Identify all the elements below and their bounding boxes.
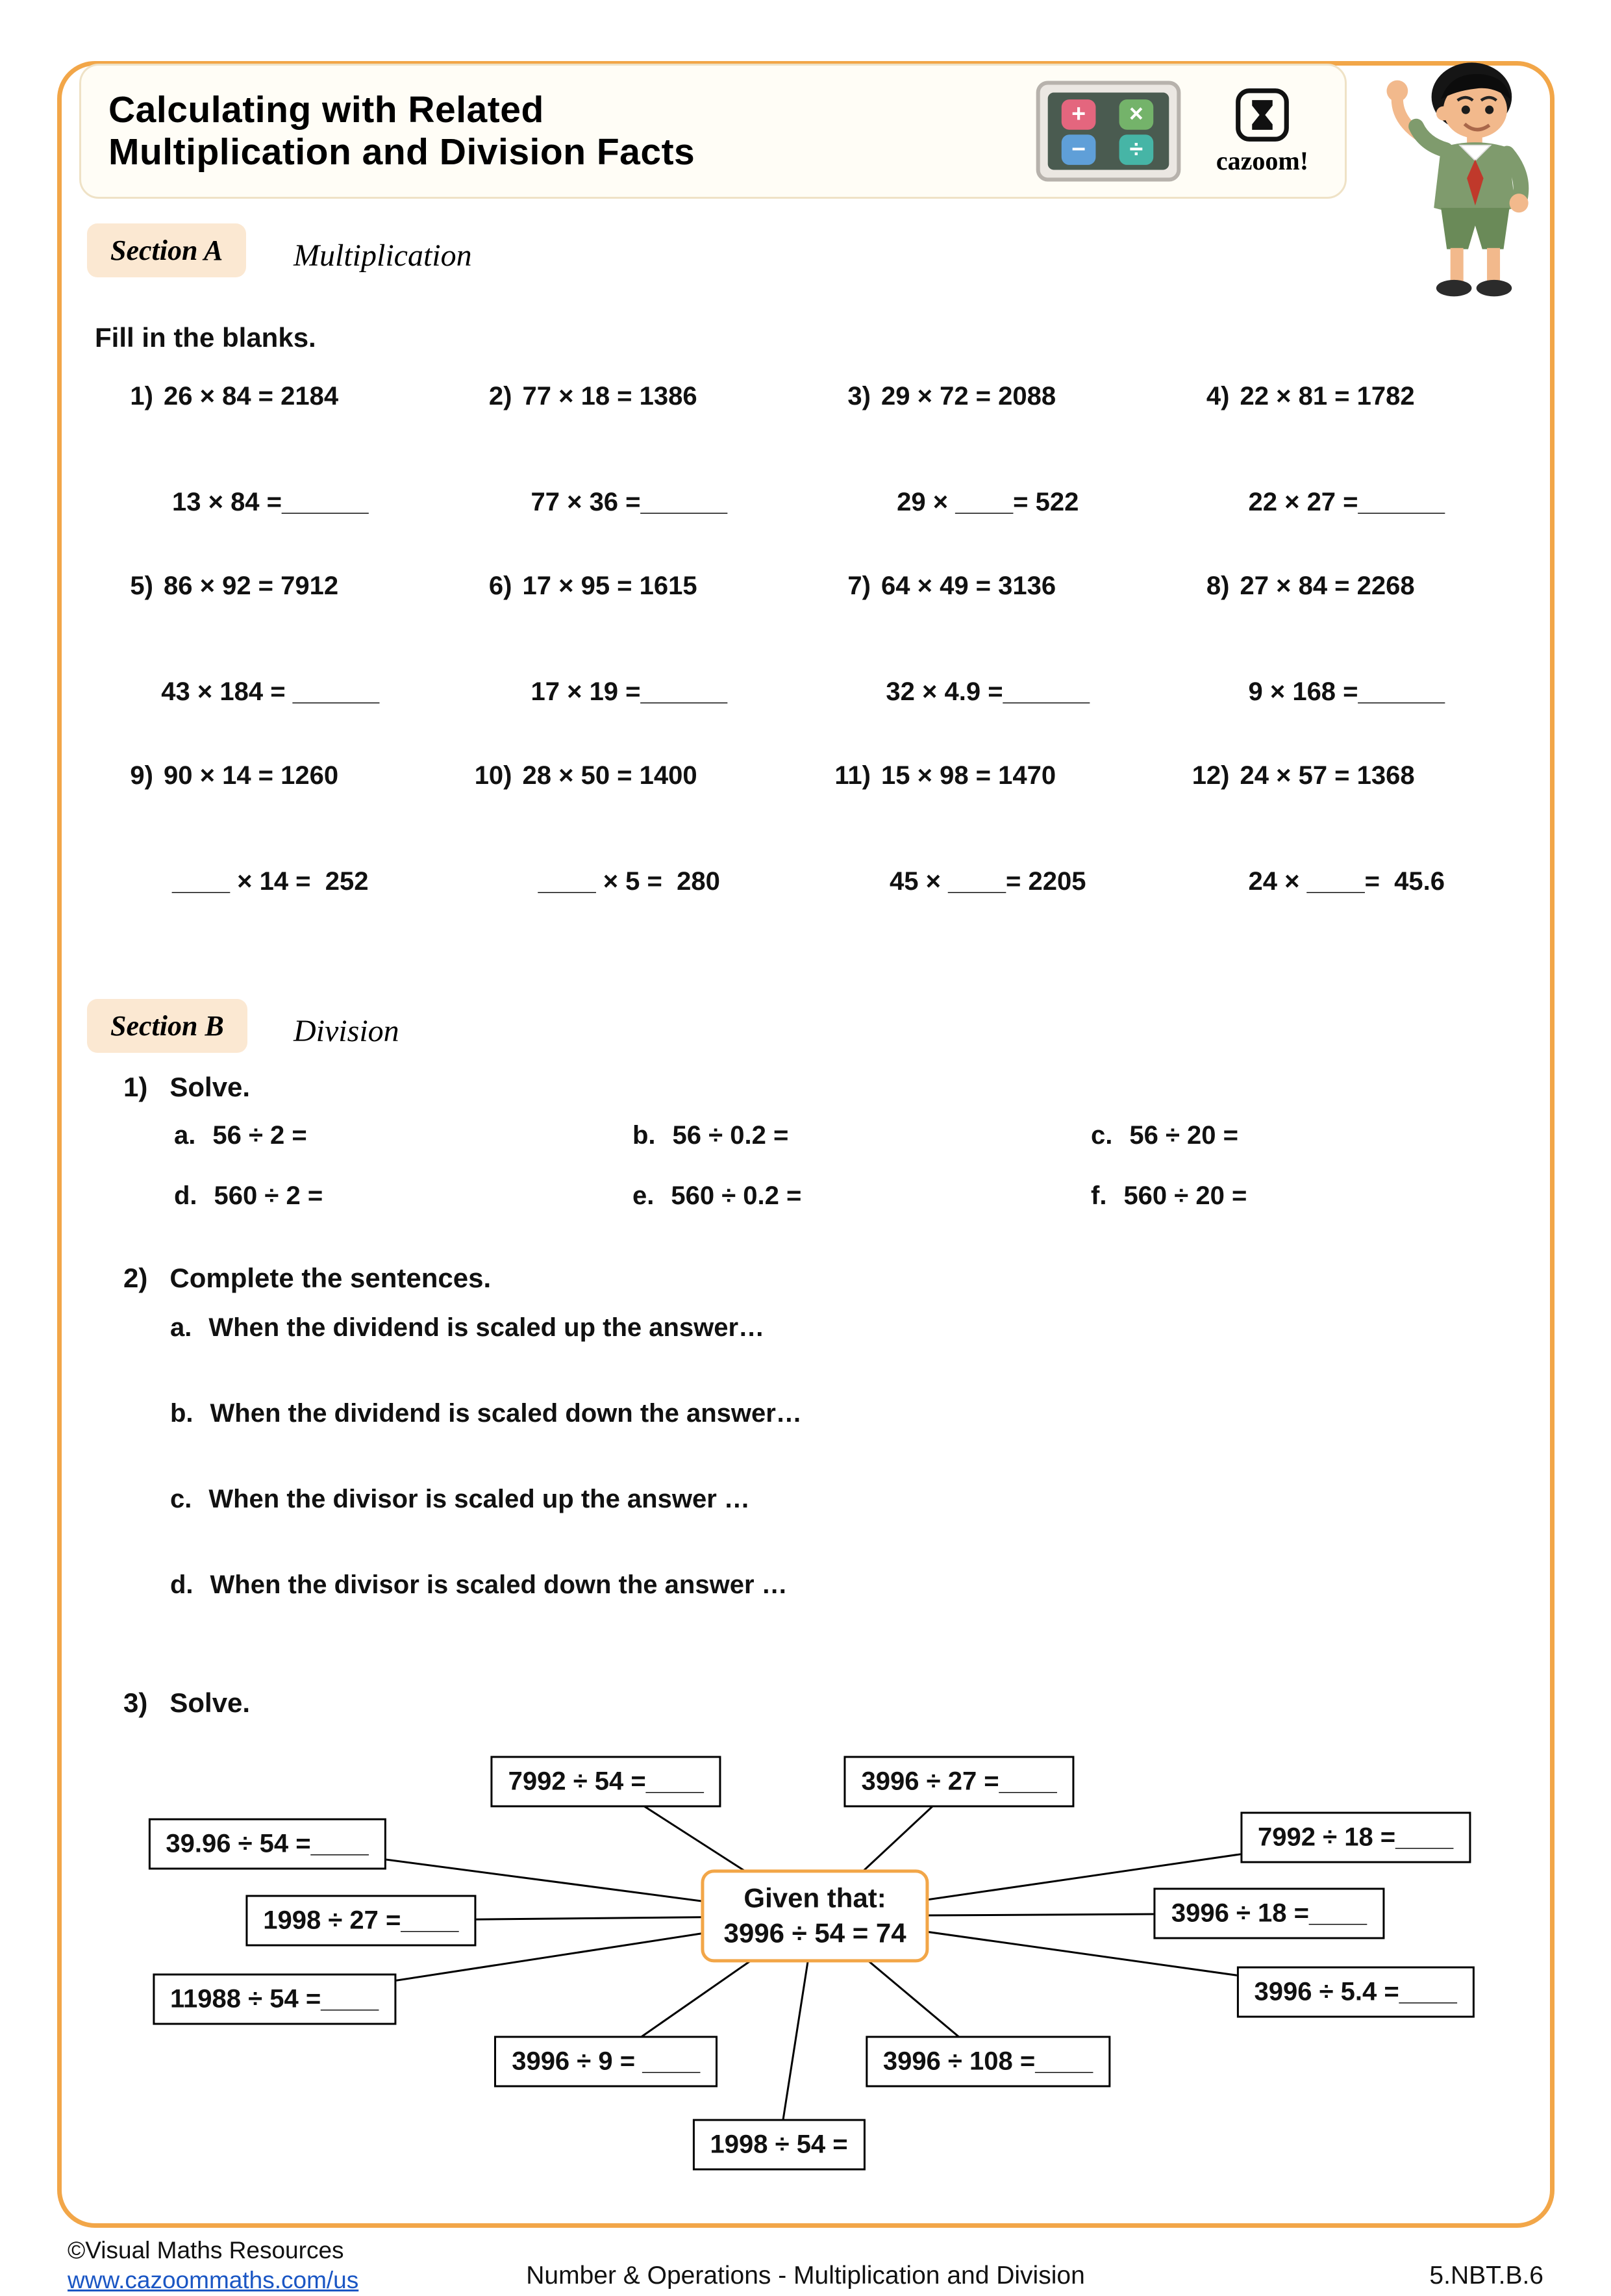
cazoom-logo xyxy=(1207,87,1318,176)
diagram-node: 7992 ÷ 18 =____ xyxy=(1240,1811,1471,1863)
solve-item-c: c. 56 ÷ 20 = xyxy=(1091,1121,1238,1150)
standard-code: 5.NBT.B.6 xyxy=(1429,2262,1543,2290)
problem-fact xyxy=(1168,382,1527,411)
problem-text: 24 × 57 = 1368 xyxy=(1240,761,1415,790)
question-3-heading xyxy=(123,1687,250,1719)
problem-number: 9) xyxy=(130,761,153,790)
problem-text: 15 × 98 = 1470 xyxy=(881,761,1056,790)
problem-number: 11) xyxy=(834,761,871,790)
plus-icon: + xyxy=(1071,99,1086,127)
problem-text: 64 × 49 = 3136 xyxy=(881,572,1056,600)
chalkboard-math-icon xyxy=(1034,80,1182,183)
diagram-node: 1998 ÷ 27 =____ xyxy=(245,1895,476,1946)
problem-fact xyxy=(91,761,450,790)
problem-blank: 29 × ____= 522 xyxy=(897,488,1079,516)
page-title-line2: Multiplication and Division Facts xyxy=(108,131,695,173)
problem-number: 10) xyxy=(474,761,512,790)
problem-fact xyxy=(808,382,1168,411)
problem-fact xyxy=(450,572,809,601)
solve-item-a: a. 56 ÷ 2 = xyxy=(174,1121,307,1150)
sentence-d: d. When the divisor is scaled down the answer … xyxy=(170,1571,788,1599)
mascot-illustration xyxy=(1382,52,1547,312)
problem-text: 86 × 92 = 7912 xyxy=(164,572,339,600)
footer-left xyxy=(68,2236,358,2296)
problem-number: 12) xyxy=(1192,761,1230,790)
diagram-node: 7992 ÷ 54 =____ xyxy=(491,1756,721,1808)
problem-number: 1) xyxy=(130,382,153,410)
multiplication-grid xyxy=(91,382,1526,951)
blank-row-1 xyxy=(91,488,1526,517)
fact-row-1 xyxy=(91,382,1526,411)
problem-text: 29 × 72 = 2088 xyxy=(881,382,1056,410)
times-icon: × xyxy=(1129,99,1143,127)
problem-blank: 43 × 184 = ______ xyxy=(161,677,380,706)
problem-text: 77 × 18 = 1386 xyxy=(522,382,697,410)
question-2-heading xyxy=(123,1263,491,1294)
header xyxy=(79,64,1347,199)
section-a-label: Section A xyxy=(87,223,246,277)
problem-number: 5) xyxy=(130,572,153,600)
problem-blank: 9 × 168 =______ xyxy=(1248,677,1445,706)
diagram-node: 3996 ÷ 108 =____ xyxy=(866,2036,1110,2087)
problem-text: 27 × 84 = 2268 xyxy=(1240,572,1415,600)
problem-fact xyxy=(808,761,1168,790)
diagram-node: 39.96 ÷ 54 =____ xyxy=(148,1819,386,1870)
problem-number: 7) xyxy=(847,572,871,600)
problem-text: 17 × 95 = 1615 xyxy=(522,572,697,600)
cazoom-logo-text: cazoom! xyxy=(1216,145,1309,175)
q2-sentences xyxy=(170,1313,802,1656)
section-b-heading: Division xyxy=(293,1014,399,1048)
website-link[interactable]: www.cazoommaths.com/us xyxy=(68,2267,359,2294)
problem-fact xyxy=(808,572,1168,601)
problem-fact xyxy=(1168,761,1527,790)
q1-grid xyxy=(174,1121,1505,1211)
diagram-node: 1998 ÷ 54 = xyxy=(693,2119,866,2171)
question-title: Complete the sentences. xyxy=(169,1263,492,1293)
page-title xyxy=(108,89,1010,173)
question-number: 1) xyxy=(123,1072,148,1102)
diagram-node: 3996 ÷ 5.4 =____ xyxy=(1236,1967,1474,2018)
problem-text: 28 × 50 = 1400 xyxy=(522,761,697,790)
problem-blank: 22 × 27 =______ xyxy=(1248,488,1445,516)
solve-item-d: d. 560 ÷ 2 = xyxy=(174,1181,323,1210)
hourglass-icon xyxy=(1234,87,1290,143)
footer-topic: Number & Operations - Multiplication and Division xyxy=(526,2262,1085,2290)
problem-blank: ____ × 14 = 252 xyxy=(172,867,369,896)
center-node-line2: 3996 ÷ 54 = 74 xyxy=(723,1917,906,1949)
divide-icon: ÷ xyxy=(1129,134,1143,162)
sentence-a: a. When the dividend is scaled up the answer… xyxy=(170,1313,765,1342)
problem-text: 90 × 14 = 1260 xyxy=(164,761,339,790)
problem-number: 8) xyxy=(1206,572,1230,600)
solve-item-b: b. 56 ÷ 0.2 = xyxy=(632,1121,789,1150)
problem-blank: 77 × 36 =______ xyxy=(531,488,728,516)
question-number: 2) xyxy=(123,1263,148,1293)
fact-row-3 xyxy=(91,761,1526,790)
problem-text: 22 × 81 = 1782 xyxy=(1240,382,1415,410)
section-a-instruction: Fill in the blanks. xyxy=(95,322,316,353)
problem-blank: 17 × 19 =______ xyxy=(531,677,728,706)
diagram-center-node xyxy=(701,1869,929,1962)
diagram-node: 3996 ÷ 27 =____ xyxy=(844,1756,1075,1808)
problem-blank: ____ × 5 = 280 xyxy=(538,867,720,896)
copyright-text: ©Visual Maths Resources xyxy=(68,2237,344,2264)
solve-item-e: e. 560 ÷ 0.2 = xyxy=(632,1181,802,1210)
diagram-node: 3996 ÷ 18 =____ xyxy=(1154,1888,1384,1939)
section-b-label: Section B xyxy=(87,999,247,1053)
problem-blank: 32 × 4.9 =______ xyxy=(886,677,1090,706)
sentence-c: c. When the divisor is scaled up the answer … xyxy=(170,1485,750,1513)
minus-icon: − xyxy=(1071,134,1086,162)
page-title-line1: Calculating with Related xyxy=(108,89,544,131)
blank-row-3 xyxy=(91,867,1526,896)
problem-blank: 24 × ____= 45.6 xyxy=(1248,867,1445,896)
problem-number: 2) xyxy=(488,382,512,410)
sentence-b: b. When the dividend is scaled down the answer… xyxy=(170,1399,802,1428)
question-1-heading xyxy=(123,1072,250,1103)
spider-diagram xyxy=(87,1735,1529,2198)
question-number: 3) xyxy=(123,1687,148,1718)
diagram-node: 3996 ÷ 9 = ____ xyxy=(494,2036,718,2087)
problem-fact xyxy=(450,761,809,790)
problem-text: 26 × 84 = 2184 xyxy=(164,382,339,410)
solve-item-f: f. 560 ÷ 20 = xyxy=(1091,1181,1247,1210)
problem-number: 6) xyxy=(488,572,512,600)
center-node-line1: Given that: xyxy=(743,1882,886,1913)
blank-row-2 xyxy=(91,677,1526,707)
problem-blank: 13 × 84 =______ xyxy=(171,488,369,516)
problem-number: 4) xyxy=(1206,382,1230,410)
problem-fact xyxy=(450,382,809,411)
section-a-heading: Multiplication xyxy=(293,238,472,273)
problem-fact xyxy=(91,572,450,601)
problem-fact xyxy=(1168,572,1527,601)
problem-fact xyxy=(91,382,450,411)
question-title: Solve. xyxy=(169,1687,251,1718)
diagram-node: 11988 ÷ 54 =____ xyxy=(153,1973,396,2025)
problem-blank: 45 × ____= 2205 xyxy=(889,867,1086,896)
question-title: Solve. xyxy=(169,1072,251,1102)
problem-number: 3) xyxy=(847,382,871,410)
fact-row-2 xyxy=(91,572,1526,601)
